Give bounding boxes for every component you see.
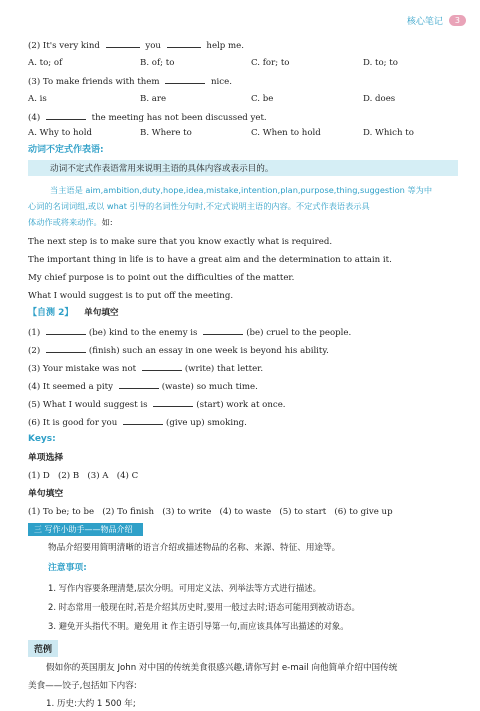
example-sentence: My chief purpose is to point out the difficulties of the matter. (28, 273, 295, 283)
item-text: What I would suggest is (42, 400, 148, 410)
option-c[interactable]: C. for; to (251, 58, 290, 68)
fill-item (28, 415, 247, 429)
notes-title: 注意事项: (48, 563, 87, 573)
example-sentence: The important thing in life is to have a great aim and the determination to attain it. (28, 255, 392, 265)
option-d[interactable]: D. Which to (363, 128, 414, 138)
example-label: 范例 (28, 640, 58, 657)
section-title: 动词不定式作表语: (28, 145, 104, 155)
note-item: 2. 时态常用一般现在时,若是介绍其历史时,要用一般过去时;语态可能用到被动语态。 (48, 602, 360, 612)
question-text: the meeting has not been discussed yet. (91, 113, 267, 123)
section-banner: 三 写作小助手——物品介绍 (28, 523, 143, 536)
note-item: 3. 避免开头指代不明。避免用 it 作主语引导第一句,而应该具体写出描述的对象。 (48, 621, 349, 631)
fill-item (28, 379, 258, 393)
answer-blank[interactable] (106, 38, 140, 48)
hint: (be) (246, 328, 264, 338)
test-title: 单句填空 (84, 308, 119, 318)
item-text: so much time. (196, 382, 258, 392)
example-sentence: What I would suggest is to put off the meeting. (28, 291, 234, 301)
item-text: cruel to the people. (266, 328, 352, 338)
keys-mc-title: 单项选择 (28, 453, 64, 463)
question-text: To make friends with them (42, 77, 160, 87)
option-d[interactable]: D. to; to (363, 58, 398, 68)
fill-item (28, 397, 286, 411)
option-b[interactable]: B. Where to (140, 128, 192, 138)
keys-title: Keys: (28, 434, 56, 444)
example-sentence: The next step is to make sure that you know exactly what is required. (28, 237, 333, 247)
rule-text: 动词不定式作表语常用来说明主语的具体内容或表示目的。 (50, 164, 274, 174)
question-text: you (145, 41, 161, 51)
answer-blank[interactable] (119, 379, 159, 389)
fill-item (28, 343, 329, 357)
question-text: It's very kind (42, 41, 100, 51)
test-heading (28, 307, 119, 319)
hint: (be) (88, 328, 107, 338)
question-3 (28, 74, 232, 88)
item-number: (1) (28, 328, 41, 338)
option-a[interactable]: A. Why to hold (28, 128, 92, 138)
answer-blank[interactable] (165, 74, 205, 84)
answer-blank[interactable] (153, 397, 193, 407)
keys-fill: (1) To be; to be (2) To finish (3) to write (4) to waste (5) to start (6) to give up (28, 507, 393, 517)
note-item: 1. 写作内容要条理清楚,层次分明。可用定义法、列举法等方式进行描述。 (48, 583, 321, 593)
question-text: nice. (211, 77, 232, 87)
hint: (give up) (165, 418, 205, 428)
question-text: help me. (206, 41, 244, 51)
option-a[interactable]: A. to; of (28, 58, 63, 68)
item-text: Your mistake was not (42, 364, 137, 374)
item-number: (3) (28, 364, 41, 374)
question-2 (28, 38, 244, 52)
option-a[interactable]: A. is (28, 94, 47, 104)
answer-blank[interactable] (46, 343, 86, 353)
rule-box (28, 160, 458, 176)
task-text: 1. 历史:大约 1 500 年; (46, 699, 136, 709)
option-c[interactable]: C. When to hold (251, 128, 321, 138)
task-text: 假如你的英国朋友 John 对中国的传统美食很感兴趣,请你写封 e-mail 向他简单介绍中国传统 (46, 663, 398, 673)
item-number: (2) (28, 346, 41, 356)
item-text: It is good for you (42, 418, 118, 428)
fill-item (28, 325, 351, 339)
item-text: that letter. (217, 364, 264, 374)
keys-mc: (1) D (2) B (3) A (4) C (28, 471, 139, 481)
header-title: 核心笔记 (406, 17, 443, 27)
note-line: 心词的名词词组,或以 what 引导的名词性分句时,不定式说明主语的内容。不定式作表语表示具 (28, 201, 370, 211)
item-number: (4) (28, 382, 41, 392)
option-d[interactable]: D. does (363, 94, 396, 104)
fill-item (28, 361, 263, 375)
page-number: 3 (449, 15, 466, 26)
item-text: smoking. (207, 418, 247, 428)
hint: (write) (184, 364, 215, 374)
item-number: (6) (28, 418, 41, 428)
task-text: 美食——饺子,包括如下内容: (28, 681, 137, 691)
question-number: (2) (28, 41, 41, 51)
option-b[interactable]: B. of; to (140, 58, 175, 68)
option-c[interactable]: C. be (251, 94, 274, 104)
item-number: (5) (28, 400, 41, 410)
note-line (28, 216, 113, 228)
answer-blank[interactable] (46, 110, 86, 120)
question-number: (4) (28, 113, 41, 123)
writing-intro: 物品介绍要用简明清晰的语言介绍或描述物品的名称、来源、特征、用途等。 (48, 543, 341, 553)
item-text: kind to the enemy is (108, 328, 198, 338)
question-number: (3) (28, 77, 41, 87)
hint: (waste) (161, 382, 194, 392)
note-line: 当主语是 aim,ambition,duty,hope,idea,mistake,intention,plan,purpose,thing,suggestion 等为中 (50, 185, 433, 195)
option-b[interactable]: B. are (140, 94, 167, 104)
item-text: such an essay in one week is beyond his ability. (122, 346, 329, 356)
answer-blank[interactable] (142, 361, 182, 371)
item-text: It seemed a pity (42, 382, 113, 392)
answer-blank[interactable] (203, 325, 243, 335)
hint: (start) (196, 400, 224, 410)
question-4 (28, 110, 267, 124)
answer-blank[interactable] (167, 38, 201, 48)
test-tag: 【自测 2】 (28, 308, 74, 318)
page-header (407, 14, 466, 27)
answer-blank[interactable] (123, 415, 163, 425)
keys-fill-title: 单句填空 (28, 489, 64, 499)
item-text: work at once. (226, 400, 286, 410)
note-text: 体动作或将来动作。 (28, 217, 102, 227)
hint: (finish) (88, 346, 120, 356)
answer-blank[interactable] (46, 325, 86, 335)
note-text: 如: (101, 217, 113, 227)
